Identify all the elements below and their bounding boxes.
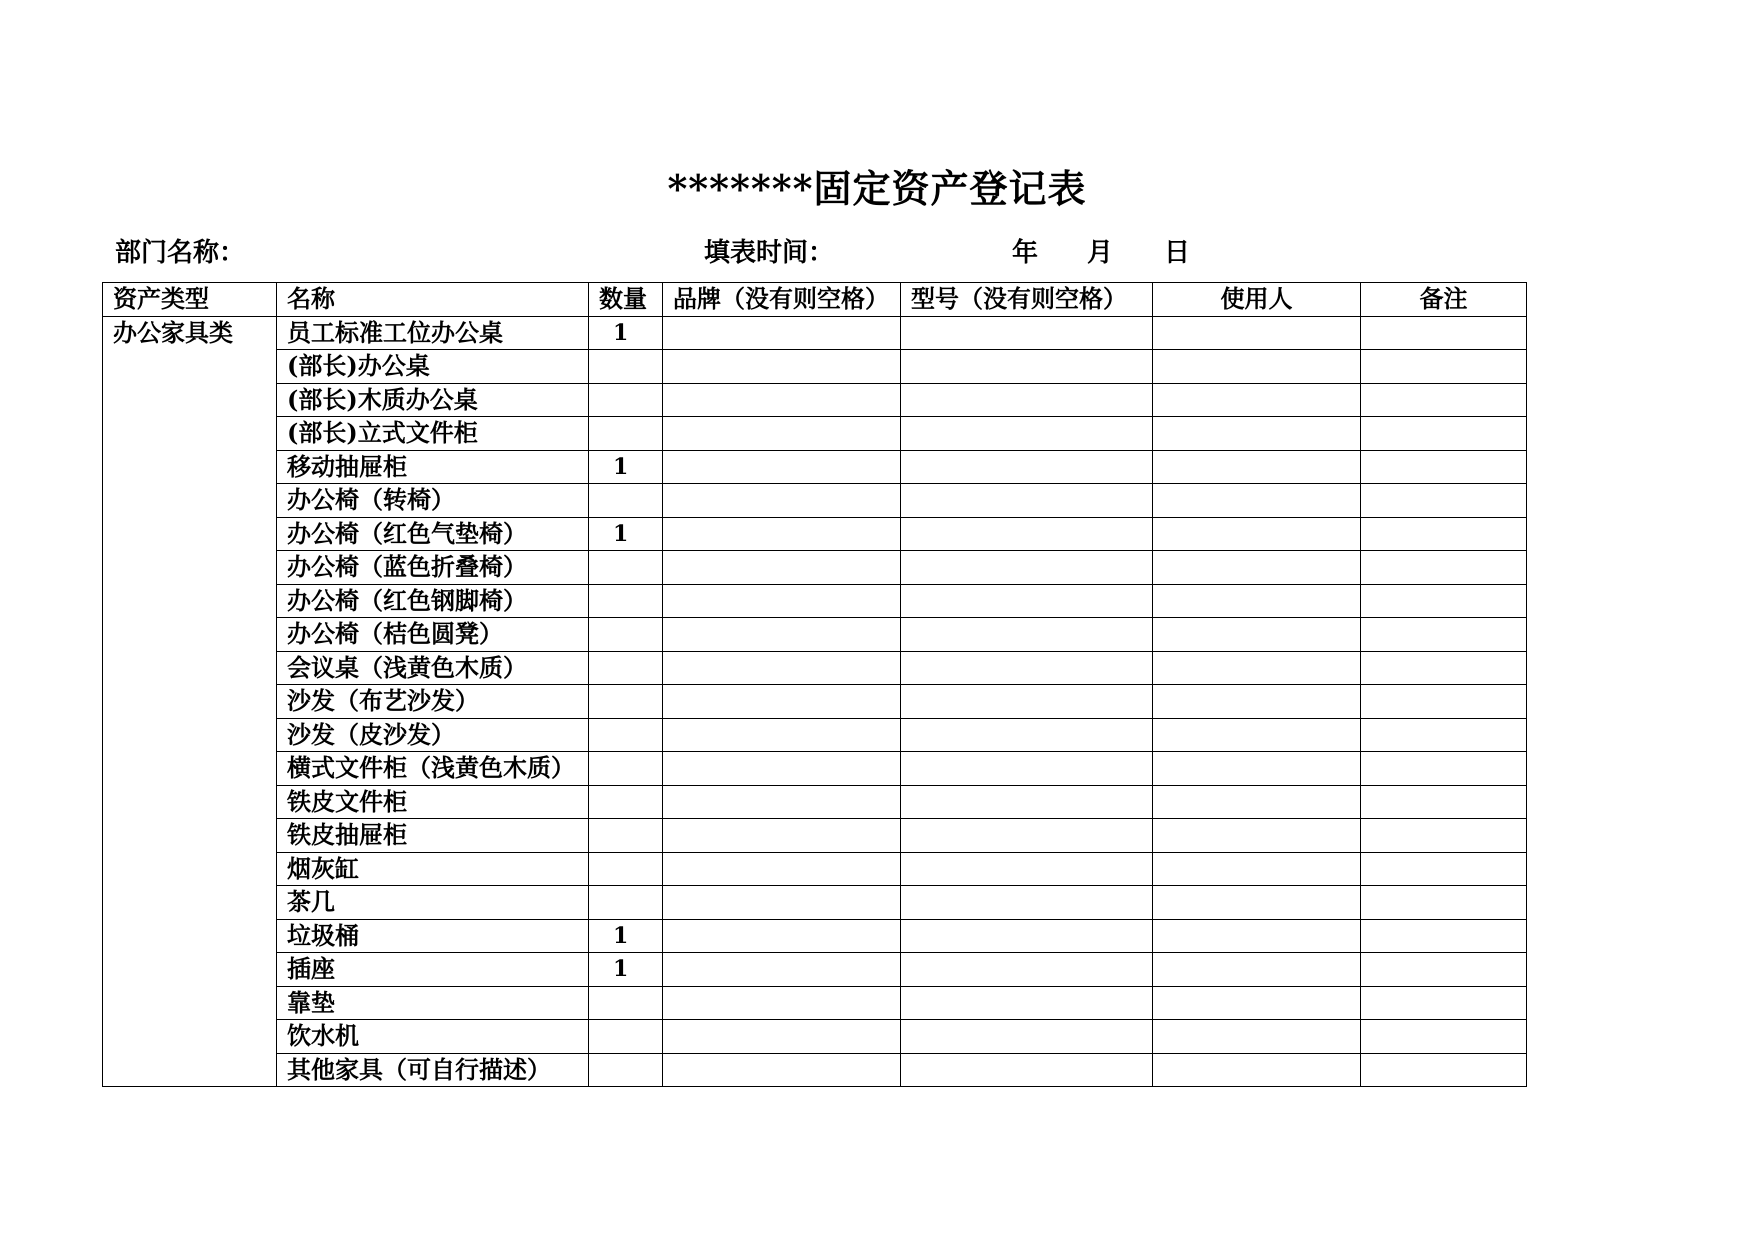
brand-cell	[663, 718, 901, 752]
remark-cell	[1361, 685, 1527, 719]
item-name-cell: 办公椅（桔色圆凳）	[277, 618, 589, 652]
quantity-cell	[589, 752, 663, 786]
brand-cell	[663, 618, 901, 652]
table-row	[103, 919, 1527, 953]
model-cell	[901, 350, 1153, 384]
brand-cell	[663, 383, 901, 417]
user-cell	[1153, 350, 1361, 384]
table-row	[103, 618, 1527, 652]
brand-cell	[663, 651, 901, 685]
remark-cell	[1361, 316, 1527, 350]
form-meta	[115, 232, 1515, 268]
department-label: 部门名称：	[115, 238, 246, 268]
remark-cell	[1361, 584, 1527, 618]
remark-cell	[1361, 953, 1527, 987]
brand-cell	[663, 852, 901, 886]
table-row	[103, 551, 1527, 585]
table-row	[103, 350, 1527, 384]
table-row	[103, 316, 1527, 350]
model-cell	[901, 886, 1153, 920]
brand-cell	[663, 350, 901, 384]
model-cell	[901, 517, 1153, 551]
fill-time-label: 填表时间：	[704, 238, 835, 268]
user-cell	[1153, 383, 1361, 417]
model-cell	[901, 953, 1153, 987]
table-row	[103, 785, 1527, 819]
quantity-cell	[589, 584, 663, 618]
user-cell	[1153, 886, 1361, 920]
item-name-cell: 沙发（布艺沙发）	[277, 685, 589, 719]
model-cell	[901, 316, 1153, 350]
header-type: 资产类型	[103, 283, 277, 317]
model-cell	[901, 383, 1153, 417]
table-row	[103, 1020, 1527, 1054]
user-cell	[1153, 1053, 1361, 1087]
header-row	[103, 283, 1527, 317]
remark-cell	[1361, 450, 1527, 484]
user-cell	[1153, 986, 1361, 1020]
quantity-cell	[589, 383, 663, 417]
header-qty: 数量	[589, 283, 663, 317]
user-cell	[1153, 819, 1361, 853]
table-body	[103, 316, 1527, 1087]
quantity-cell	[589, 618, 663, 652]
user-cell	[1153, 718, 1361, 752]
model-cell	[901, 986, 1153, 1020]
model-cell	[901, 450, 1153, 484]
item-name-cell: 其他家具（可自行描述）	[277, 1053, 589, 1087]
item-name-cell: 烟灰缸	[277, 852, 589, 886]
user-cell	[1153, 316, 1361, 350]
remark-cell	[1361, 752, 1527, 786]
model-cell	[901, 484, 1153, 518]
model-cell	[901, 919, 1153, 953]
category-cell: 办公家具类	[103, 316, 277, 1087]
item-name-cell: (部长)立式文件柜	[277, 417, 589, 451]
quantity-cell: 1	[589, 953, 663, 987]
brand-cell	[663, 886, 901, 920]
user-cell	[1153, 484, 1361, 518]
table-row	[103, 417, 1527, 451]
item-name-cell: 茶几	[277, 886, 589, 920]
remark-cell	[1361, 785, 1527, 819]
item-name-cell: (部长)木质办公桌	[277, 383, 589, 417]
model-cell	[901, 551, 1153, 585]
quantity-cell	[589, 685, 663, 719]
model-cell	[901, 417, 1153, 451]
table-row	[103, 484, 1527, 518]
header-name: 名称	[277, 283, 589, 317]
user-cell	[1153, 651, 1361, 685]
item-name-cell: 办公椅（蓝色折叠椅）	[277, 551, 589, 585]
model-cell	[901, 685, 1153, 719]
brand-cell	[663, 584, 901, 618]
user-cell	[1153, 517, 1361, 551]
remark-cell	[1361, 551, 1527, 585]
user-cell	[1153, 551, 1361, 585]
brand-cell	[663, 417, 901, 451]
quantity-cell: 1	[589, 316, 663, 350]
table-row	[103, 986, 1527, 1020]
brand-cell	[663, 316, 901, 350]
remark-cell	[1361, 618, 1527, 652]
table-row	[103, 1053, 1527, 1087]
brand-cell	[663, 752, 901, 786]
quantity-cell	[589, 1053, 663, 1087]
quantity-cell	[589, 651, 663, 685]
header-user: 使用人	[1153, 283, 1361, 317]
model-cell	[901, 584, 1153, 618]
item-name-cell: 沙发（皮沙发）	[277, 718, 589, 752]
brand-cell	[663, 517, 901, 551]
table-row	[103, 953, 1527, 987]
quantity-cell	[589, 819, 663, 853]
user-cell	[1153, 752, 1361, 786]
remark-cell	[1361, 417, 1527, 451]
item-name-cell: (部长)办公桌	[277, 350, 589, 384]
item-name-cell: 插座	[277, 953, 589, 987]
remark-cell	[1361, 718, 1527, 752]
table-row	[103, 383, 1527, 417]
item-name-cell: 办公椅（红色气垫椅）	[277, 517, 589, 551]
header-brand: 品牌（没有则空格）	[663, 283, 901, 317]
brand-cell	[663, 1020, 901, 1054]
month-label: 月	[1087, 238, 1114, 268]
item-name-cell: 员工标准工位办公桌	[277, 316, 589, 350]
item-name-cell: 横式文件柜（浅黄色木质）	[277, 752, 589, 786]
table-row	[103, 584, 1527, 618]
table-row	[103, 886, 1527, 920]
quantity-cell	[589, 417, 663, 451]
item-name-cell: 移动抽屉柜	[277, 450, 589, 484]
brand-cell	[663, 953, 901, 987]
remark-cell	[1361, 350, 1527, 384]
user-cell	[1153, 785, 1361, 819]
table-row	[103, 651, 1527, 685]
item-name-cell: 垃圾桶	[277, 919, 589, 953]
brand-cell	[663, 986, 901, 1020]
table-row	[103, 685, 1527, 719]
brand-cell	[663, 685, 901, 719]
brand-cell	[663, 450, 901, 484]
remark-cell	[1361, 484, 1527, 518]
remark-cell	[1361, 383, 1527, 417]
brand-cell	[663, 484, 901, 518]
remark-cell	[1361, 1053, 1527, 1087]
quantity-cell	[589, 718, 663, 752]
brand-cell	[663, 551, 901, 585]
user-cell	[1153, 953, 1361, 987]
model-cell	[901, 785, 1153, 819]
user-cell	[1153, 1020, 1361, 1054]
user-cell	[1153, 450, 1361, 484]
user-cell	[1153, 618, 1361, 652]
header-remark: 备注	[1361, 283, 1527, 317]
brand-cell	[663, 819, 901, 853]
table-row	[103, 450, 1527, 484]
user-cell	[1153, 584, 1361, 618]
table-row	[103, 752, 1527, 786]
table-row	[103, 819, 1527, 853]
item-name-cell: 会议桌（浅黄色木质）	[277, 651, 589, 685]
item-name-cell: 办公椅（转椅）	[277, 484, 589, 518]
quantity-cell	[589, 350, 663, 384]
quantity-cell: 1	[589, 517, 663, 551]
remark-cell	[1361, 517, 1527, 551]
user-cell	[1153, 685, 1361, 719]
model-cell	[901, 1053, 1153, 1087]
quantity-cell	[589, 551, 663, 585]
brand-cell	[663, 1053, 901, 1087]
model-cell	[901, 618, 1153, 652]
page-title: *******固定资产登记表	[667, 166, 1087, 211]
brand-cell	[663, 785, 901, 819]
item-name-cell: 铁皮文件柜	[277, 785, 589, 819]
header-model: 型号（没有则空格）	[901, 283, 1153, 317]
model-cell	[901, 752, 1153, 786]
quantity-cell: 1	[589, 919, 663, 953]
user-cell	[1153, 417, 1361, 451]
year-label: 年	[1012, 238, 1039, 268]
table-row	[103, 718, 1527, 752]
item-name-cell: 铁皮抽屉柜	[277, 819, 589, 853]
model-cell	[901, 1020, 1153, 1054]
remark-cell	[1361, 986, 1527, 1020]
brand-cell	[663, 919, 901, 953]
remark-cell	[1361, 1020, 1527, 1054]
quantity-cell	[589, 1020, 663, 1054]
remark-cell	[1361, 852, 1527, 886]
user-cell	[1153, 852, 1361, 886]
model-cell	[901, 718, 1153, 752]
model-cell	[901, 852, 1153, 886]
quantity-cell	[589, 785, 663, 819]
model-cell	[901, 651, 1153, 685]
remark-cell	[1361, 819, 1527, 853]
user-cell	[1153, 919, 1361, 953]
item-name-cell: 饮水机	[277, 1020, 589, 1054]
quantity-cell	[589, 986, 663, 1020]
quantity-cell	[589, 886, 663, 920]
item-name-cell: 办公椅（红色钢脚椅）	[277, 584, 589, 618]
quantity-cell	[589, 484, 663, 518]
quantity-cell	[589, 852, 663, 886]
remark-cell	[1361, 886, 1527, 920]
table-row	[103, 852, 1527, 886]
remark-cell	[1361, 651, 1527, 685]
asset-register-table	[102, 282, 1527, 1087]
quantity-cell: 1	[589, 450, 663, 484]
item-name-cell: 靠垫	[277, 986, 589, 1020]
remark-cell	[1361, 919, 1527, 953]
table-row	[103, 517, 1527, 551]
model-cell	[901, 819, 1153, 853]
day-label: 日	[1164, 238, 1191, 268]
